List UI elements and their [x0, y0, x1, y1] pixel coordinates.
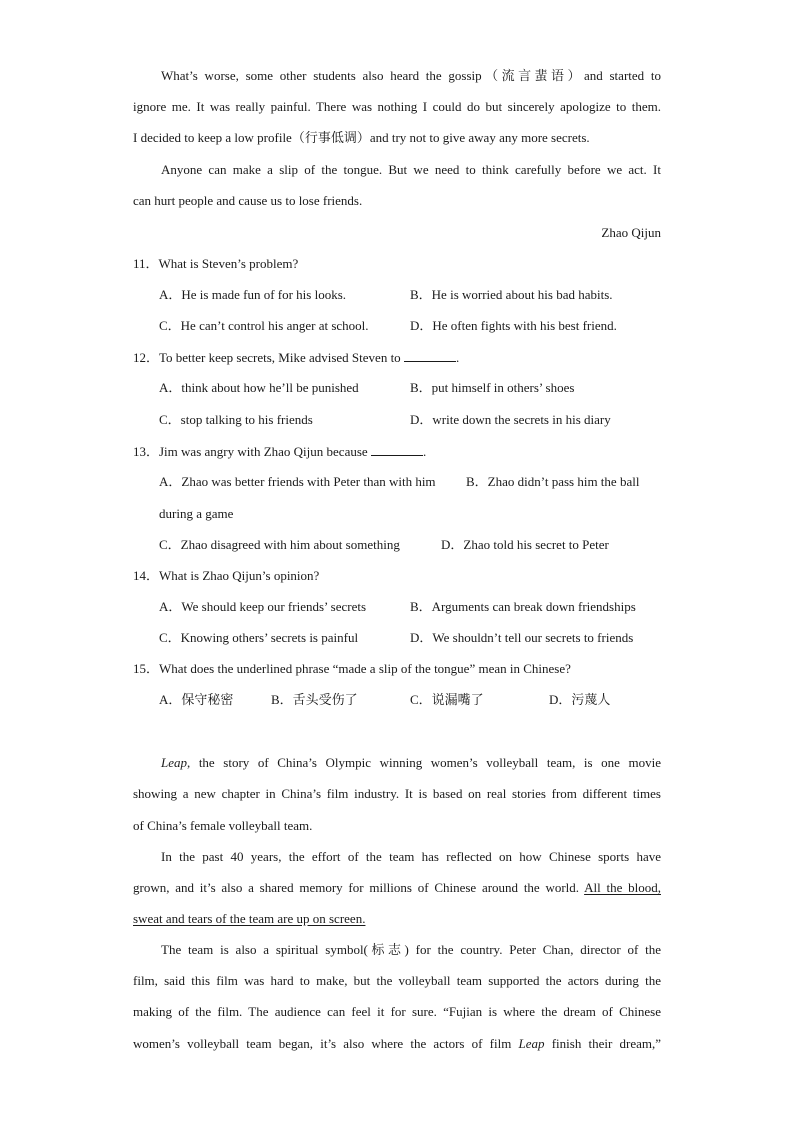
question-11-option-b[interactable]: B．He is worried about his bad habits.	[410, 287, 613, 302]
passage2-text: , the story of China’s Olympic winning women’s volleyball team, is one movie	[187, 755, 661, 770]
question-15-option-b[interactable]: B．舌头受伤了	[271, 692, 358, 707]
passage1-line: I decided to keep a low profile（行事低调）and try not to give away any more secrets.	[133, 130, 590, 145]
passage2-text: grown, and it’s also a shared memory for millions of Chinese around the world.	[133, 880, 580, 895]
passage1-line: Anyone can make a slip of the tongue. But we need to think carefully before we act. It	[161, 162, 661, 177]
question-15-option-c[interactable]: C．说漏嘴了	[410, 692, 484, 707]
underlined-sentence: All the blood,	[584, 880, 661, 895]
movie-title: Leap	[161, 755, 187, 770]
question-13-option-c[interactable]: C．Zhao disagreed with him about something	[159, 537, 400, 552]
passage1-line: What’s worse, some other students also heard the gossip（流言蜚语）and started to	[161, 68, 661, 83]
question-12-stem	[133, 349, 459, 366]
question-14-option-d[interactable]: D．We shouldn’t tell our secrets to friends	[410, 630, 634, 645]
passage2-line	[161, 755, 661, 771]
passage2-line: making of the film. The audience can feel it for sure. “Fujian is where the dream of Chinese	[133, 1004, 661, 1019]
question-11-stem: 11．What is Steven’s problem?	[133, 256, 299, 271]
passage2-line: of China’s female volleyball team.	[133, 818, 313, 833]
question-12-option-b[interactable]: B．put himself in others’ shoes	[410, 380, 575, 395]
question-14-option-c[interactable]: C．Knowing others’ secrets is painful	[159, 630, 359, 645]
question-11-option-c[interactable]: C．He can’t control his anger at school.	[159, 318, 369, 333]
passage2-line	[133, 1036, 661, 1052]
question-13-stem	[133, 443, 426, 460]
question-13-stem-text: 13．Jim was angry with Zhao Qijun because	[133, 444, 368, 459]
question-12-stem-text: 12．To better keep secrets, Mike advised Steven to	[133, 350, 401, 365]
question-15-stem: 15．What does the underlined phrase “made a slip of the tongue” mean in Chinese?	[133, 661, 571, 676]
question-12-option-c[interactable]: C．stop talking to his friends	[159, 412, 313, 427]
question-12-option-a[interactable]: A．think about how he’ll be punished	[159, 380, 359, 395]
question-11-option-a[interactable]: A．He is made fun of for his looks.	[159, 287, 347, 302]
question-11-option-d[interactable]: D．He often fights with his best friend.	[410, 318, 617, 333]
question-15-option-a[interactable]: A．保守秘密	[159, 692, 234, 707]
question-14-option-a[interactable]: A．We should keep our friends’ secrets	[159, 599, 367, 614]
answer-blank	[404, 349, 456, 362]
author-signature: Zhao Qijun	[601, 225, 661, 240]
passage2-line: film, said this film was hard to make, but the volleyball team supported the actors during the	[133, 973, 661, 988]
movie-title: Leap	[518, 1036, 545, 1051]
passage2-line: In the past 40 years, the effort of the team has reflected on how Chinese sports have	[161, 849, 661, 864]
passage2-text: finish their dream,”	[551, 1036, 662, 1051]
passage2-line: The team is also a spiritual symbol(标志) for the country. Peter Chan, director of the	[161, 942, 661, 957]
question-14-option-b[interactable]: B．Arguments can break down friendships	[410, 599, 636, 614]
question-13-stem-end: .	[422, 444, 427, 459]
question-14-stem: 14．What is Zhao Qijun’s opinion?	[133, 568, 320, 583]
question-12-option-d[interactable]: D．write down the secrets in his diary	[410, 412, 611, 427]
question-12-stem-end: .	[455, 350, 460, 365]
passage2-line: showing a new chapter in China’s film industry. It is based on real stories from different times	[133, 786, 661, 801]
question-13-option-b[interactable]: B．Zhao didn’t pass him the ball	[466, 474, 640, 489]
underlined-sentence: sweat and tears of the team are up on screen.	[133, 911, 366, 926]
question-13-option-a[interactable]: A．Zhao was better friends with Peter than with him	[159, 474, 436, 489]
passage1-line: can hurt people and cause us to lose friends.	[133, 193, 363, 208]
passage2-line	[133, 880, 661, 896]
question-15-option-d[interactable]: D．污蔑人	[549, 692, 611, 707]
passage2-line	[133, 911, 365, 927]
answer-blank	[371, 443, 423, 456]
passage2-text: women’s volleyball team began, it’s also where the actors of film	[133, 1036, 512, 1051]
question-13-option-d[interactable]: D．Zhao told his secret to Peter	[441, 537, 609, 552]
passage1-line: ignore me. It was really painful. There was nothing I could do but sincerely apologize to them.	[133, 99, 661, 114]
question-13-option-a-continued: during a game	[159, 506, 234, 521]
